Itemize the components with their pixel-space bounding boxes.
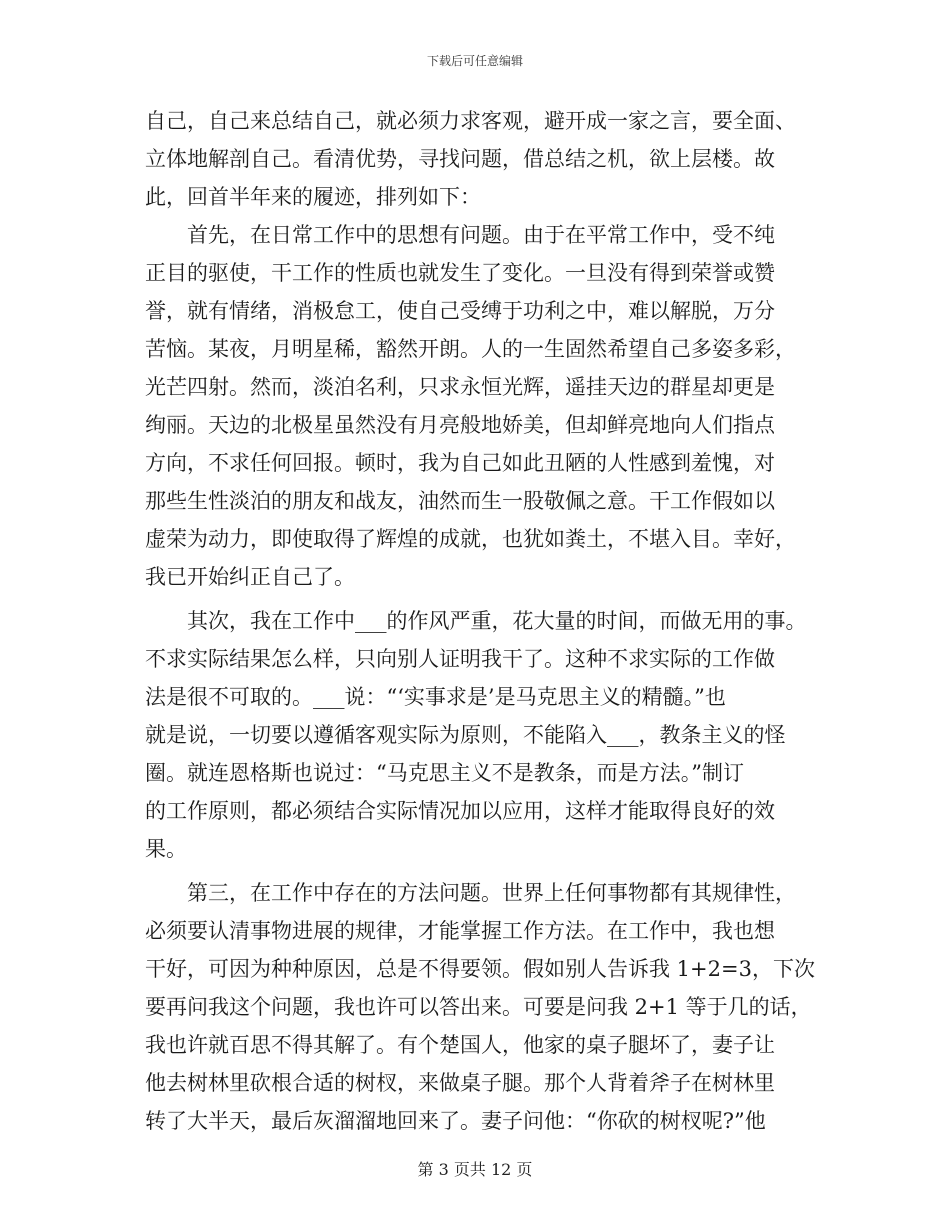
- text-line: 要再问我这个问题，我也许可以答出来。可要是问我 2+1 等于几的话，: [145, 995, 812, 1019]
- text-line: 他去树林里砍根合适的树杈，来做桌子腿。那个人背着斧子在树林里: [145, 1071, 775, 1095]
- text-line: 我已开始纠正自己了。: [145, 565, 355, 589]
- text-line: 绚丽。天边的北极星虽然没有月亮般地娇美，但却鲜亮地向人们指点: [145, 413, 775, 437]
- text-line: 正目的驱使，干工作的性质也就发生了变化。一旦没有得到荣誉或赞: [145, 261, 775, 285]
- text-line: 光芒四射。然而，淡泊名利，只求永恒光辉，遥挂天边的群星却更是: [145, 375, 775, 399]
- text-line: 果。: [145, 837, 187, 861]
- text-line: 不求实际结果怎么样，只向别人证明我干了。这种不求实际的工作做: [145, 647, 775, 671]
- page-header: 下载后可任意编辑: [426, 54, 523, 68]
- text-line: 立体地解剖自己。看清优势，寻找问题，借总结之机，欲上层楼。故: [145, 147, 775, 171]
- page-footer: 第 3 页共 12 页: [417, 1160, 533, 1179]
- text-line: 苦恼。某夜，月明星稀，豁然开朗。人的一生固然希望自己多姿多彩，: [145, 337, 796, 361]
- text-line: 方向，不求任何回报。顿时，我为自己如此丑陋的人性感到羞愧，对: [145, 451, 775, 475]
- paragraph-first-line: 首先，在日常工作中的思想有问题。由于在平常工作中，受不纯: [187, 223, 775, 247]
- text-line: 此，回首半年来的履迹，排列如下：: [145, 185, 481, 209]
- text-line: 就是说，一切要以遵循客观实际为原则，不能陷入___，教条主义的怪: [145, 723, 786, 747]
- text-line: 自己，自己来总结自己，就必须力求客观，避开成一家之言，要全面、: [145, 109, 796, 133]
- text-line: 法是很不可取的。___说：“‘实事求是’是马克思主义的精髓。”也: [145, 685, 726, 709]
- text-line: 转了大半天，最后灰溜溜地回来了。妻子问他：“你砍的树杈呢?”他: [145, 1109, 766, 1133]
- text-line: 虚荣为动力，即使取得了辉煌的成就，也犹如粪土，不堪入目。幸好，: [145, 527, 796, 551]
- paragraph-first-line: 第三，在工作中存在的方法问题。世界上任何事物都有其规律性，: [187, 881, 796, 905]
- text-line: 的工作原则，都必须结合实际情况加以应用，这样才能取得良好的效: [145, 799, 775, 823]
- text-line: 必须要认清事物进展的规律，才能掌握工作方法。在工作中，我也想: [145, 919, 775, 943]
- text-line: 我也许就百思不得其解了。有个楚国人，他家的桌子腿坏了，妻子让: [145, 1033, 775, 1057]
- text-line: 那些生性淡泊的朋友和战友，油然而生一股敬佩之意。干工作假如以: [145, 489, 775, 513]
- paragraph-first-line: 其次，我在工作中___的作风严重，花大量的时间，而做无用的事。: [187, 609, 807, 633]
- text-line: 誉，就有情绪，消极怠工，使自己受缚于功利之中，难以解脱，万分: [145, 299, 775, 323]
- text-line: 圈。就连恩格斯也说过：“马克思主义不是教条，而是方法。”制订: [145, 761, 744, 785]
- text-line: 干好，可因为种种原因，总是不得要领。假如别人告诉我 1+2=3，下次: [145, 957, 815, 981]
